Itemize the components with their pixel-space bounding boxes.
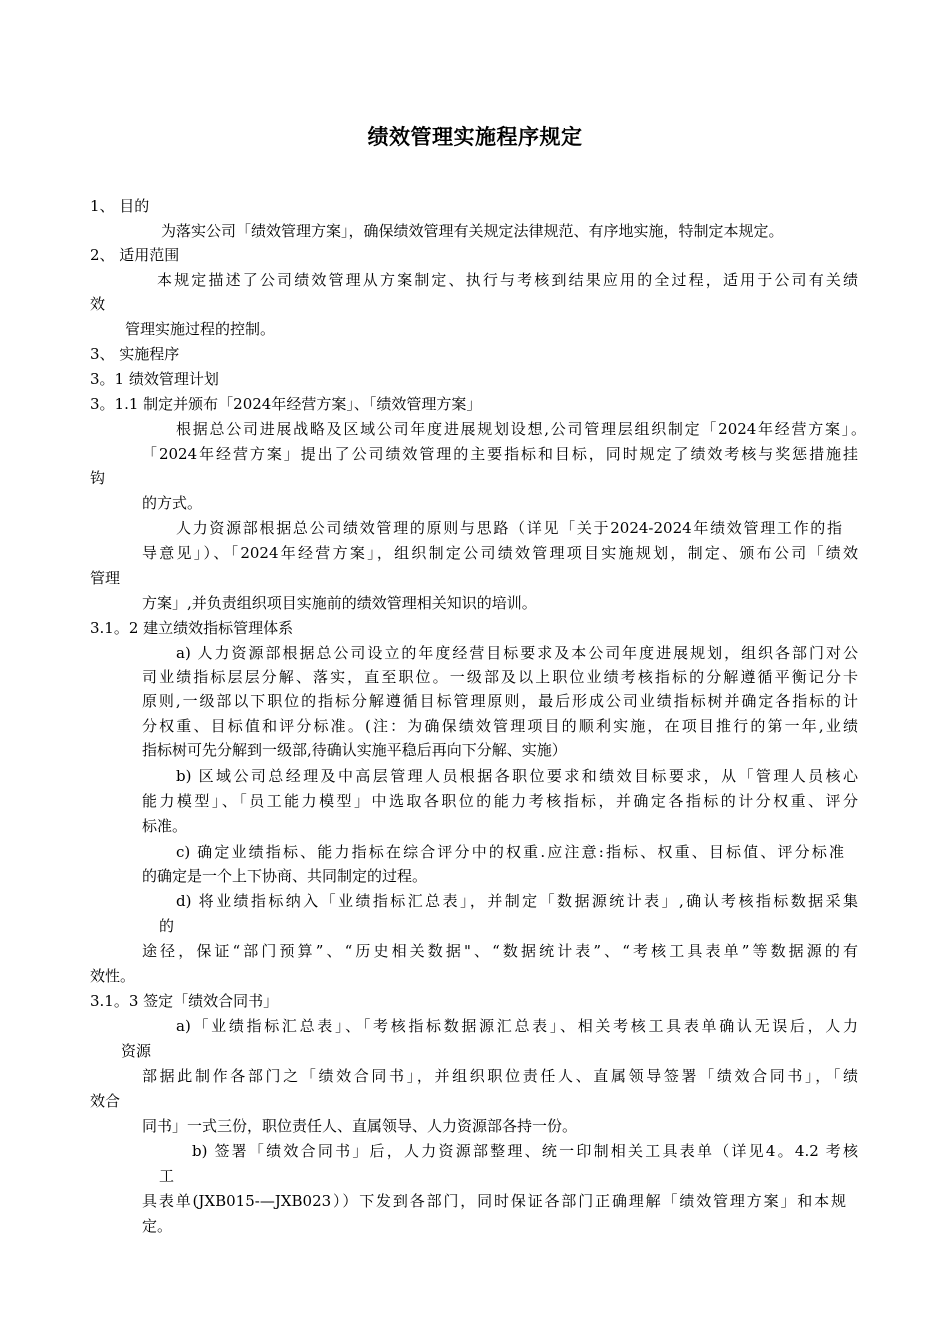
body-line: 的确定是一个上下协商、共同制定的过程。: [142, 867, 428, 885]
section-heading: 3、 实施程序: [90, 345, 180, 363]
section-heading: 2、 适用范围: [90, 246, 180, 264]
body-line: 途径，保证“部门预算”、“历史相关数据"、“数据统计表”、“考核工具表单”等数据源的有: [142, 942, 858, 960]
body-line: a)「业绩指标汇总表」、「考核指标数据源汇总表」、相关考核工具表单确认无误后，人力: [176, 1017, 858, 1035]
body-line: 钩: [90, 469, 106, 487]
body-line: 人力资源部根据总公司绩效管理的原则与思路（详见「关于2024-2024年绩效管理工作的指: [176, 519, 842, 537]
page-title: 绩效管理实施程序规定: [367, 125, 583, 149]
body-line: c) 确定业绩指标、能力指标在综合评分中的权重.应注意:指标、权重、目标值、评分标准: [176, 843, 844, 861]
section-heading: 1、 目的: [90, 197, 150, 215]
body-line: 的方式。: [142, 494, 203, 512]
body-line: d) 将业绩指标纳入「业绩指标汇总表」，并制定「数据源统计表」,确认考核指标数据采集: [176, 892, 858, 910]
body-line: 根据总公司进展战略及区域公司年度进展规划设想,公司管理层组织制定「2024年经营方案」。: [176, 420, 866, 438]
subsection-heading: 3。1.1 制定并颁布「2024年经营方案」、「绩效管理方案」: [90, 395, 482, 413]
body-line: 效: [90, 295, 106, 313]
body-line: 资源: [121, 1042, 152, 1060]
body-line: 分权重、目标值和评分标准。(注：为确保绩效管理项目的顺利实施，在项目推行的第一年,业绩: [142, 717, 858, 735]
body-line: 原则,一级部以下职位的指标分解遵循目标管理原则，最后形成公司业绩指标树并确定各指标的计: [142, 692, 858, 710]
body-line: 工: [159, 1167, 175, 1185]
body-line: 管理实施过程的控制。: [125, 320, 276, 338]
body-line: 管理: [90, 569, 121, 587]
body-line: 的: [159, 917, 175, 935]
body-line: a) 人力资源部根据总公司设立的年度经营目标要求及本公司年度进展规划，组织各部门对公: [176, 644, 858, 662]
body-line: 本规定描述了公司绩效管理从方案制定、执行与考核到结果应用的全过程，适用于公司有关绩: [157, 271, 858, 289]
body-line: 定。: [142, 1217, 173, 1235]
subsection-heading: 3。1 绩效管理计划: [90, 370, 219, 388]
body-line: 效合: [90, 1092, 121, 1110]
body-line: b) 区域公司总经理及中高层管理人员根据各职位要求和绩效目标要求，从「管理人员核心: [176, 767, 858, 785]
body-line: 部据此制作各部门之「绩效合同书」，并组织职位责任人、直属领导签署「绩效合同书」，「绩: [142, 1067, 858, 1085]
body-line: 司业绩指标层层分解、落实，直至职位。一级部及以上职位业绩考核指标的分解遵循平衡记分卡: [142, 668, 858, 686]
body-line: 同书」一式三份，职位责任人、直属领导、人力资源部各持一份。: [142, 1117, 578, 1135]
subsection-heading: 3.1。3 签定「绩效合同书」: [90, 992, 279, 1010]
subsection-heading: 3.1。2 建立绩效指标管理体系: [90, 619, 294, 637]
body-line: 为落实公司「绩效管理方案」，确保绩效管理有关规定法律规范、有序地实施，特制定本规定。: [161, 222, 784, 240]
body-line: 效性。: [90, 967, 136, 985]
body-line: b) 签署「绩效合同书」后，人力资源部整理、统一印制相关工具表单（详见4。4.2 考核: [192, 1142, 858, 1160]
body-line: 能力模型」、「员工能力模型」中选取各职位的能力考核指标，并确定各指标的计分权重、评分: [142, 792, 858, 810]
body-line: 指标树可先分解到一级部,待确认实施平稳后再向下分解、实施）: [142, 741, 567, 759]
body-line: 标准。: [142, 817, 188, 835]
body-line: 具表单(JXB015-—JXB023））下发到各部门，同时保证各部门正确理解「绩效管理方案」和本规: [142, 1192, 846, 1210]
body-line: 方案」,并负责组织项目实施前的绩效管理相关知识的培训。: [142, 594, 537, 612]
body-line: 导意见」）、「2024年经营方案」，组织制定公司绩效管理项目实施规划，制定、颁布公司「绩效: [142, 544, 858, 562]
body-line: 「2024年经营方案」提出了公司绩效管理的主要指标和目标，同时规定了绩效考核与奖惩措施挂: [142, 445, 858, 463]
